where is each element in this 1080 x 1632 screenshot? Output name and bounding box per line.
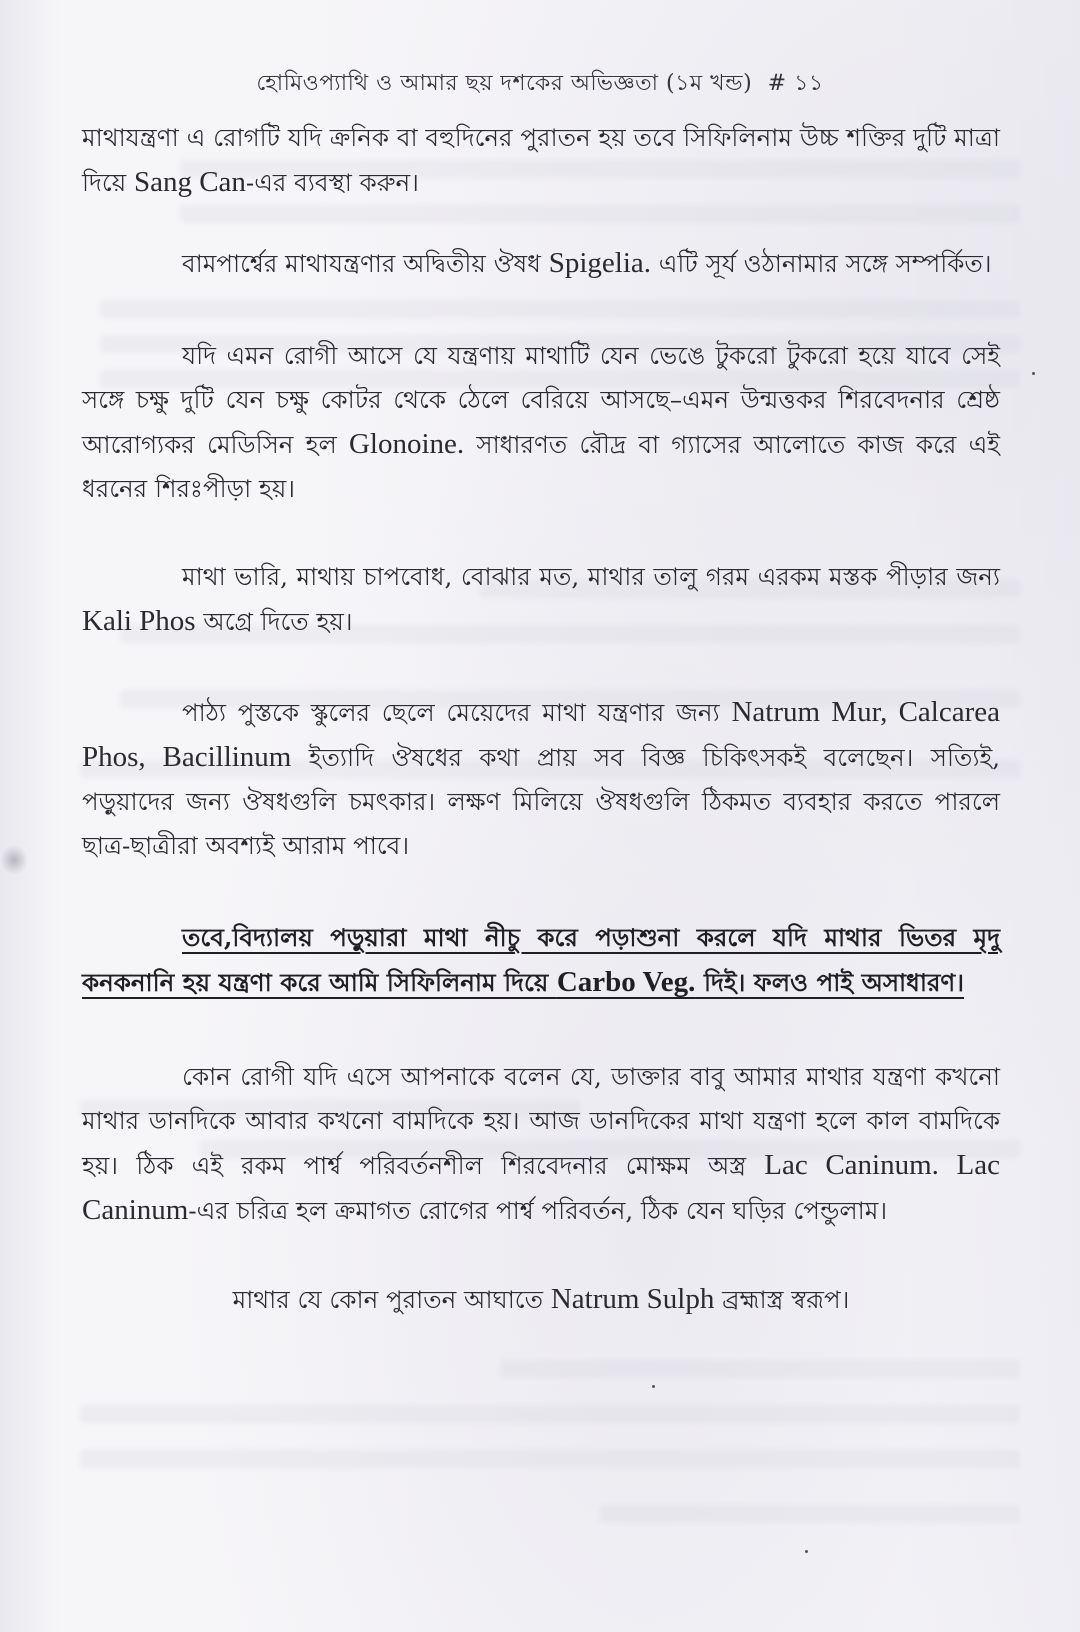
paragraph-sang-can: মাথাযন্ত্রণা এ রোগটি যদি ক্রনিক বা বহুদিনের পুরাতন হয় তবে সিফিলিনাম উচ্চ শক্তির দুটি মাত্রা দিয়ে Sang Can-এর ব্যবস্থা করুন।: [82, 123, 1000, 198]
remedy-name: Carbo Veg.: [556, 966, 696, 998]
show-through-ghost: [500, 1360, 1020, 1378]
page-smudge: [0, 845, 28, 875]
paragraph-carbo-veg-underlined: তবে,বিদ্যালয় পড়ুয়ারা মাথা নীচু করে পড়াশুনা করলে যদি মাথার ভিতর মৃদু কনকনানি হয় যন্ত্রণা করে আমি সিফিলিনাম দিয়ে Carbo Veg. দিই। ফলও পাই অসাধারণ।: [82, 923, 1000, 998]
body-text: [82, 116, 1000, 1322]
remedy-name: Spigelia.: [548, 247, 651, 279]
paragraph-lac-caninum: কোন রোগী যদি এসে আপনাকে বলেন যে, ডাক্তার বাবু আমার মাথার যন্ত্রণা কখনো মাথার ডানদিকে আবার কখনো বামদিকে হয়। আজ ডানদিকের মাথা যন্ত্রণা হলে কাল বামদিকে হয়। ঠিক এই রকম পার্শ্ব পরিবর্তনশীল শিরবেদনার মোক্ষম অস্ত্র Lac Caninum. Lac Caninum-এর চরিত্র হল ক্রমাগত রোগের পার্শ্ব পরিবর্তন, ঠিক যেন ঘড়ির পেন্ডুলাম।: [82, 1062, 1000, 1226]
ink-speck: [1032, 372, 1035, 375]
header-separator: #: [767, 71, 787, 96]
page-number: ১১: [794, 71, 824, 96]
running-header: [0, 66, 1080, 103]
show-through-ghost: [600, 1505, 1020, 1523]
ink-speck: [652, 1385, 655, 1388]
remedy-name: Kali Phos: [82, 605, 196, 637]
paragraph-kali-phos: মাথা ভারি, মাথায় চাপবোধ, বোঝার মত, মাথার তালু গরম এরকম মস্তক পীড়ার জন্য Kali Phos অগ্রে দিতে হয়।: [82, 562, 1000, 637]
remedy-name: Natrum Sulph: [550, 1283, 715, 1315]
book-title: হোমিওপ্যাথি ও আমার ছয় দশকের অভিজ্ঞতা (১ম খন্ড): [256, 71, 753, 96]
remedy-name: Lac Caninum. Lac Caninum: [82, 1149, 1000, 1226]
paragraph-spigelia: বামপার্শ্বের মাথাযন্ত্রণার অদ্বিতীয় ঔষধ Spigelia. এটি সূর্য ওঠানামার সঙ্গে সম্পর্কিত।: [182, 247, 992, 279]
show-through-ghost: [80, 1450, 1020, 1468]
show-through-ghost: [80, 1405, 1020, 1423]
paragraph-school-children: পাঠ্য পুস্তকে স্কুলের ছেলে মেয়েদের মাথা যন্ত্রণার জন্য Natrum Mur, Calcarea Phos, Bacillinum ইত্যাদি ঔষধের কথা প্রায় সব বিজ্ঞ চিকিৎসকই বলেছেন। সত্যিই, পড়ুয়াদের জন্য ঔষধগুলি চমৎকার। লক্ষণ মিলিয়ে ঔষধগুলি ঠিকমত ব্যবহার করতে পারলে ছাত্র-ছাত্রীরা অবশ্যই আরাম পাবে।: [82, 696, 1000, 860]
remedy-name: Natrum Mur, Calcarea Phos, Bacillinum: [82, 696, 1000, 773]
remedy-name: Sang Can: [133, 166, 246, 198]
paragraph-glonoine: যদি এমন রোগী আসে যে যন্ত্রণায় মাথাটি যেন ভেঙে টুকরো টুকরো হয়ে যাবে সেই সঙ্গে চক্ষু দুটি যেন চক্ষু কোটর থেকে ঠেলে বেরিয়ে আসছে–এমন উন্মত্তকর শিরবেদনার শ্রেষ্ঠ আরোগ্যকর মেডিসিন হল Glonoine. সাধারণত রৌদ্র বা গ্যাসের আলোতে কাজ করে এই ধরনের শিরঃপীড়া হয়।: [82, 341, 1000, 503]
paragraph-natrum-sulph: মাথার যে কোন পুরাতন আঘাতে Natrum Sulph ব্রহ্মাস্ত্র স্বরূপ।: [232, 1283, 850, 1315]
remedy-name: Glonoine.: [348, 428, 465, 460]
ink-speck: [805, 1550, 808, 1553]
